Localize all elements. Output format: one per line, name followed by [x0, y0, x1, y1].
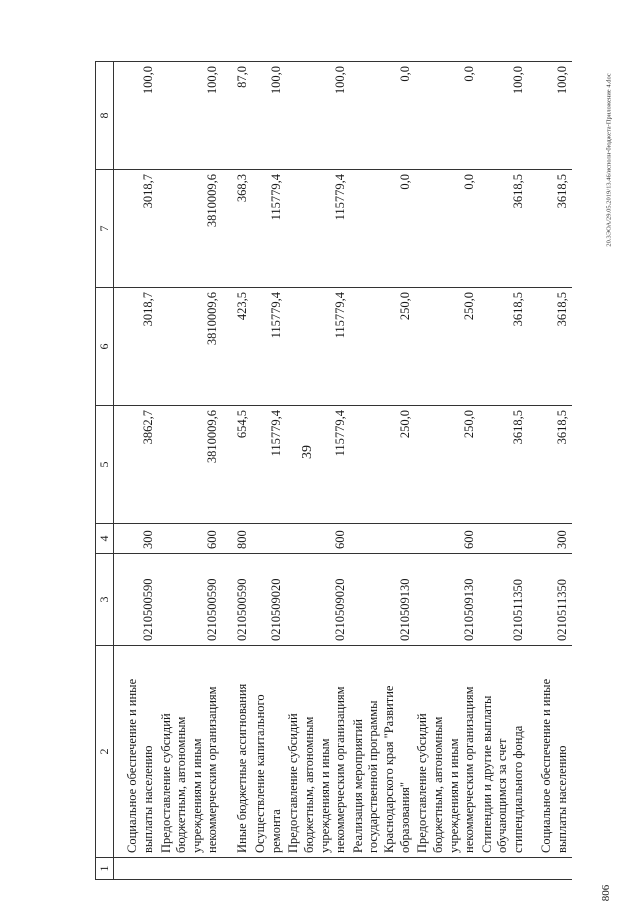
table-row: [479, 62, 528, 880]
cell-approved: 250,0: [414, 406, 479, 524]
cell-refined-plan: 423,5: [222, 288, 252, 406]
cell-item-name: Стипендии и другие выплаты обучающимся за счет стипендиального фонда: [479, 646, 528, 858]
cell-executed: 3810009,6: [158, 170, 223, 288]
cell-target-article: 0210500590: [114, 554, 158, 646]
cell-item-name: Иные бюджетные ассигнования: [222, 646, 252, 858]
cell-item-name: Реализация мероприятий государственной программы Краснодарского края "Развитие образования": [350, 646, 415, 858]
cell-expense-type: 600: [158, 524, 223, 554]
cell-approved: 115779,4: [252, 406, 285, 524]
cell-refined-plan: 115779,4: [252, 288, 285, 406]
cell-expense-type: 600: [414, 524, 479, 554]
cell-executed: 115779,4: [285, 170, 350, 288]
table-row: [528, 62, 572, 880]
budget-table: [95, 61, 572, 880]
cell-refined-plan: 3618,5: [528, 288, 572, 406]
cell-execution-percent: 100,0: [285, 62, 350, 170]
cell-execution-percent: 100,0: [479, 62, 528, 170]
cell-execution-percent: 87,0: [222, 62, 252, 170]
cell-expense-type: 600: [285, 524, 350, 554]
table-row: [285, 62, 350, 880]
cell-target-article: 0210509130: [350, 554, 415, 646]
column-header-7: 7: [96, 170, 114, 288]
column-header-8: 8: [96, 62, 114, 170]
cell-target-article: 0210500590: [222, 554, 252, 646]
cell-item-name: Предоставление субсидий бюджетным, автономным учреждениям и иным некоммерческим организациям: [285, 646, 350, 858]
table-row: [222, 62, 252, 880]
cell-execution-percent: 100,0: [114, 62, 158, 170]
cell-executed: 3618,5: [528, 170, 572, 288]
column-header-5: 5: [96, 406, 114, 524]
page-number: 39: [300, 445, 315, 459]
rotated-table-container: [95, 62, 605, 880]
cell-target-article: 0210500590: [158, 554, 223, 646]
cell-refined-plan: 250,0: [350, 288, 415, 406]
cell-executed: 3618,5: [479, 170, 528, 288]
cell-item-name: Социальное обеспечение и иные выплаты населению: [528, 646, 572, 858]
cell-index: [252, 858, 285, 880]
column-header-4: 4: [96, 524, 114, 554]
table-row: [252, 62, 285, 880]
cell-executed: 0,0: [414, 170, 479, 288]
column-header-2: 2: [96, 646, 114, 858]
cell-expense-type: [479, 524, 528, 554]
cell-executed: 115779,4: [252, 170, 285, 288]
cell-approved: 3618,5: [479, 406, 528, 524]
cell-approved: 115779,4: [285, 406, 350, 524]
cell-approved: 654,5: [222, 406, 252, 524]
cell-index: [350, 858, 415, 880]
cell-refined-plan: 115779,4: [285, 288, 350, 406]
cell-target-article: 0210511350: [479, 554, 528, 646]
cell-index: [285, 858, 350, 880]
cell-expense-type: 800: [222, 524, 252, 554]
cell-target-article: 0210509020: [252, 554, 285, 646]
corner-page-mark: 806: [600, 884, 612, 902]
cell-execution-percent: 0,0: [350, 62, 415, 170]
cell-executed: 368,3: [222, 170, 252, 288]
cell-item-name: Социальное обеспечение и иные выплаты населению: [114, 646, 158, 858]
cell-index: [114, 858, 158, 880]
cell-refined-plan: 3618,5: [479, 288, 528, 406]
cell-item-name: Осуществление капитального ремонта: [252, 646, 285, 858]
cell-expense-type: [350, 524, 415, 554]
cell-execution-percent: 100,0: [528, 62, 572, 170]
cell-target-article: 0210509020: [285, 554, 350, 646]
cell-approved: 3862,7: [114, 406, 158, 524]
table-row: [414, 62, 479, 880]
cell-execution-percent: 100,0: [158, 62, 223, 170]
cell-expense-type: 300: [114, 524, 158, 554]
cell-approved: 250,0: [350, 406, 415, 524]
cell-approved: 3810009,6: [158, 406, 223, 524]
cell-item-name: Предоставление субсидий бюджетным, автономным учреждениям и иным некоммерческим организациям: [158, 646, 223, 858]
table-row: [158, 62, 223, 880]
table-row: [114, 62, 158, 880]
cell-executed: 0,0: [350, 170, 415, 288]
column-header-3: 3: [96, 554, 114, 646]
cell-executed: 3018,7: [114, 170, 158, 288]
cell-execution-percent: 0,0: [414, 62, 479, 170]
cell-index: [158, 858, 223, 880]
cell-index: [222, 858, 252, 880]
cell-target-article: 0210509130: [414, 554, 479, 646]
table-header-row: [96, 62, 114, 880]
cell-index: [414, 858, 479, 880]
cell-refined-plan: 3018,7: [114, 288, 158, 406]
cell-item-name: Предоставление субсидий бюджетным, автономным учреждениям и иным некоммерческим организациям: [414, 646, 479, 858]
cell-target-article: 0210511350: [528, 554, 572, 646]
cell-execution-percent: 100,0: [252, 62, 285, 170]
file-path-note: 20.3ЭОА/29.05.2019/13.46/исполн-бюджета-Приложение 4.doc: [605, 73, 613, 247]
cell-index: [528, 858, 572, 880]
table-row: [350, 62, 415, 880]
cell-index: [479, 858, 528, 880]
column-header-6: 6: [96, 288, 114, 406]
cell-refined-plan: 250,0: [414, 288, 479, 406]
cell-expense-type: [252, 524, 285, 554]
column-header-1: 1: [96, 858, 114, 880]
cell-refined-plan: 3810009,6: [158, 288, 223, 406]
cell-approved: 3618,5: [528, 406, 572, 524]
cell-expense-type: 300: [528, 524, 572, 554]
